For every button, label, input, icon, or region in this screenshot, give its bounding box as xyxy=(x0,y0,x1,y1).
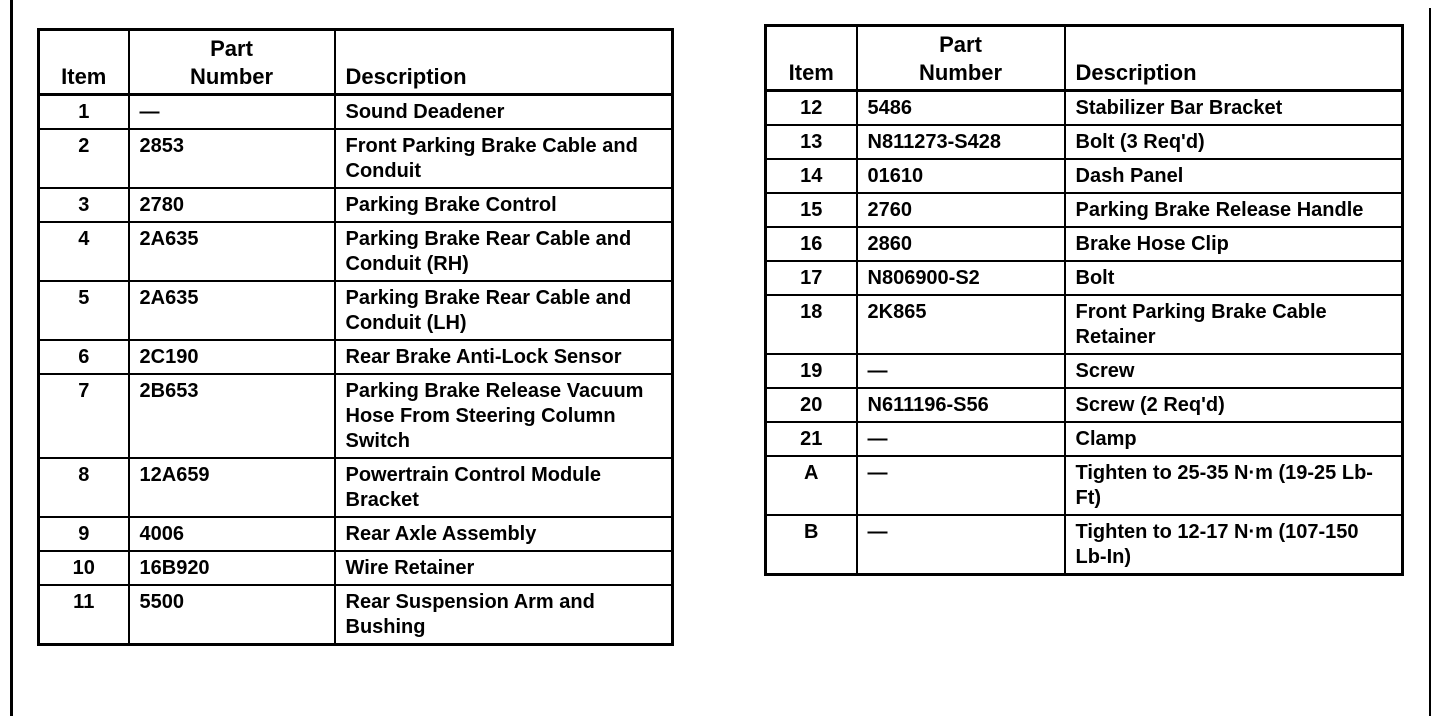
part-number-cell: N806900-S2 xyxy=(857,261,1065,295)
table-row xyxy=(766,295,1403,354)
part-number-cell: — xyxy=(129,95,335,130)
item-cell: 1 xyxy=(39,95,129,130)
description-cell: Bolt xyxy=(1065,261,1403,295)
header-description: Description xyxy=(1065,26,1403,91)
table-row xyxy=(39,585,673,645)
item-cell: 4 xyxy=(39,222,129,281)
table-row xyxy=(766,456,1403,515)
item-cell: 21 xyxy=(766,422,857,456)
table-row xyxy=(766,354,1403,388)
item-cell: 3 xyxy=(39,188,129,222)
part-number-cell: N611196-S56 xyxy=(857,388,1065,422)
part-number-cell: 2K865 xyxy=(857,295,1065,354)
part-number-cell: 4006 xyxy=(129,517,335,551)
description-cell: Rear Axle Assembly xyxy=(335,517,673,551)
table-row xyxy=(766,125,1403,159)
item-cell: 10 xyxy=(39,551,129,585)
item-cell: 5 xyxy=(39,281,129,340)
parts-rows-right xyxy=(766,91,1403,575)
table-row xyxy=(39,188,673,222)
item-cell: 16 xyxy=(766,227,857,261)
description-cell: Front Parking Brake Cable Retainer xyxy=(1065,295,1403,354)
description-cell: Rear Brake Anti-Lock Sensor xyxy=(335,340,673,374)
description-cell: Tighten to 25-35 N·m (19-25 Lb-Ft) xyxy=(1065,456,1403,515)
table-row xyxy=(39,95,673,130)
part-number-cell: 2780 xyxy=(129,188,335,222)
description-cell: Stabilizer Bar Bracket xyxy=(1065,91,1403,126)
part-number-cell: 12A659 xyxy=(129,458,335,517)
description-cell: Screw (2 Req'd) xyxy=(1065,388,1403,422)
item-cell: 7 xyxy=(39,374,129,458)
part-number-cell: 2760 xyxy=(857,193,1065,227)
description-cell: Parking Brake Rear Cable and Conduit (RH) xyxy=(335,222,673,281)
item-cell: 12 xyxy=(766,91,857,126)
description-cell: Parking Brake Release Vacuum Hose From Steering Column Switch xyxy=(335,374,673,458)
item-cell: B xyxy=(766,515,857,575)
item-cell: 6 xyxy=(39,340,129,374)
description-cell: Parking Brake Rear Cable and Conduit (LH) xyxy=(335,281,673,340)
header-description: Description xyxy=(335,30,673,95)
header-item: Item xyxy=(39,30,129,95)
table-row xyxy=(39,129,673,188)
table-row xyxy=(39,551,673,585)
part-number-cell: 2B653 xyxy=(129,374,335,458)
description-cell: Clamp xyxy=(1065,422,1403,456)
part-number-cell: 2860 xyxy=(857,227,1065,261)
part-number-cell: 2A635 xyxy=(129,281,335,340)
item-cell: 17 xyxy=(766,261,857,295)
description-cell: Parking Brake Control xyxy=(335,188,673,222)
item-cell: 8 xyxy=(39,458,129,517)
header-part-line1: Part xyxy=(939,32,982,57)
part-number-cell: — xyxy=(857,456,1065,515)
header-row xyxy=(766,26,1403,91)
part-number-cell: — xyxy=(857,515,1065,575)
part-number-cell: 2A635 xyxy=(129,222,335,281)
table-row xyxy=(39,374,673,458)
table-row xyxy=(766,388,1403,422)
description-cell: Sound Deadener xyxy=(335,95,673,130)
parts-table-left xyxy=(37,28,674,646)
item-cell: 11 xyxy=(39,585,129,645)
table-row xyxy=(39,340,673,374)
parts-table-right xyxy=(764,24,1404,576)
item-cell: 13 xyxy=(766,125,857,159)
parts-rows-left xyxy=(39,95,673,645)
part-number-cell: 16B920 xyxy=(129,551,335,585)
item-cell: 15 xyxy=(766,193,857,227)
part-number-cell: 01610 xyxy=(857,159,1065,193)
description-cell: Bolt (3 Req'd) xyxy=(1065,125,1403,159)
part-number-cell: N811273-S428 xyxy=(857,125,1065,159)
description-cell: Rear Suspension Arm and Bushing xyxy=(335,585,673,645)
description-cell: Brake Hose Clip xyxy=(1065,227,1403,261)
table-row xyxy=(766,159,1403,193)
page-edge-line xyxy=(1429,8,1431,716)
table-row xyxy=(39,222,673,281)
table-row xyxy=(766,515,1403,575)
page-margin-line xyxy=(10,0,13,716)
item-cell: 19 xyxy=(766,354,857,388)
header-part-number xyxy=(857,26,1065,91)
item-cell: 18 xyxy=(766,295,857,354)
description-cell: Wire Retainer xyxy=(335,551,673,585)
table-row xyxy=(39,458,673,517)
table-row xyxy=(766,261,1403,295)
part-number-cell: — xyxy=(857,422,1065,456)
item-cell: 14 xyxy=(766,159,857,193)
header-row xyxy=(39,30,673,95)
item-cell: A xyxy=(766,456,857,515)
table-row xyxy=(39,517,673,551)
table-row xyxy=(766,91,1403,126)
description-cell: Powertrain Control Module Bracket xyxy=(335,458,673,517)
item-cell: 20 xyxy=(766,388,857,422)
table-row xyxy=(39,281,673,340)
description-cell: Parking Brake Release Handle xyxy=(1065,193,1403,227)
part-number-cell: — xyxy=(857,354,1065,388)
header-part-line2: Number xyxy=(918,60,1003,85)
header-part-number xyxy=(129,30,335,95)
item-cell: 2 xyxy=(39,129,129,188)
part-number-cell: 5486 xyxy=(857,91,1065,126)
description-cell: Dash Panel xyxy=(1065,159,1403,193)
header-part-line2: Number xyxy=(189,64,274,89)
table-row xyxy=(766,193,1403,227)
header-item: Item xyxy=(766,26,857,91)
header-part-line1: Part xyxy=(210,36,253,61)
table-row xyxy=(766,422,1403,456)
description-cell: Screw xyxy=(1065,354,1403,388)
table-row xyxy=(766,227,1403,261)
part-number-cell: 5500 xyxy=(129,585,335,645)
part-number-cell: 2C190 xyxy=(129,340,335,374)
part-number-cell: 2853 xyxy=(129,129,335,188)
description-cell: Front Parking Brake Cable and Conduit xyxy=(335,129,673,188)
item-cell: 9 xyxy=(39,517,129,551)
description-cell: Tighten to 12-17 N·m (107-150 Lb-In) xyxy=(1065,515,1403,575)
